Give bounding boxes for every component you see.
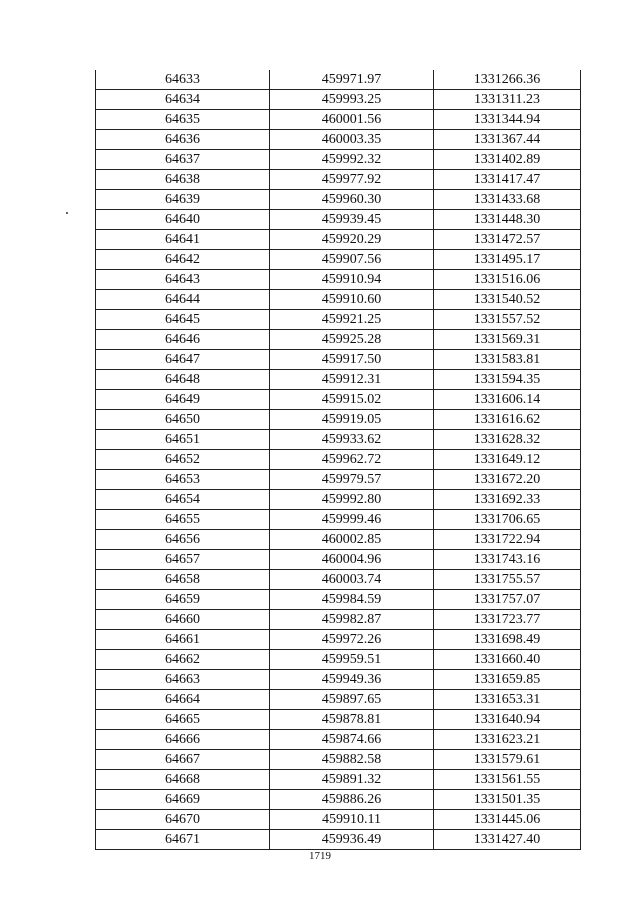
y-coordinate-cell: 1331367.44 — [434, 130, 581, 150]
x-coordinate-cell: 459962.72 — [270, 450, 434, 470]
table-row — [96, 710, 581, 730]
y-coordinate-cell: 1331606.14 — [434, 390, 581, 410]
point-id-cell: 64670 — [96, 810, 270, 830]
y-coordinate-cell: 1331445.06 — [434, 810, 581, 830]
table-row — [96, 130, 581, 150]
point-id-cell: 64667 — [96, 750, 270, 770]
table-row — [96, 770, 581, 790]
x-coordinate-cell: 459910.60 — [270, 290, 434, 310]
table-row — [96, 430, 581, 450]
table-row — [96, 170, 581, 190]
table-row — [96, 610, 581, 630]
x-coordinate-cell: 459912.31 — [270, 370, 434, 390]
x-coordinate-cell: 459992.80 — [270, 490, 434, 510]
point-id-cell: 64640 — [96, 210, 270, 230]
table-row — [96, 410, 581, 430]
table-row — [96, 330, 581, 350]
point-id-cell: 64649 — [96, 390, 270, 410]
table-row — [96, 550, 581, 570]
table-row — [96, 390, 581, 410]
point-id-cell: 64642 — [96, 250, 270, 270]
y-coordinate-cell: 1331495.17 — [434, 250, 581, 270]
y-coordinate-cell: 1331723.77 — [434, 610, 581, 630]
point-id-cell: 64658 — [96, 570, 270, 590]
table-row — [96, 270, 581, 290]
x-coordinate-cell: 460004.96 — [270, 550, 434, 570]
table-row — [96, 470, 581, 490]
table-row — [96, 830, 581, 850]
y-coordinate-cell: 1331433.68 — [434, 190, 581, 210]
x-coordinate-cell: 459882.58 — [270, 750, 434, 770]
point-id-cell: 64638 — [96, 170, 270, 190]
y-coordinate-cell: 1331649.12 — [434, 450, 581, 470]
point-id-cell: 64634 — [96, 90, 270, 110]
point-id-cell: 64671 — [96, 830, 270, 850]
point-id-cell: 64664 — [96, 690, 270, 710]
y-coordinate-cell: 1331427.40 — [434, 830, 581, 850]
x-coordinate-cell: 459972.26 — [270, 630, 434, 650]
point-id-cell: 64654 — [96, 490, 270, 510]
y-coordinate-cell: 1331659.85 — [434, 670, 581, 690]
x-coordinate-cell: 460002.85 — [270, 530, 434, 550]
table-row — [96, 590, 581, 610]
table-row — [96, 690, 581, 710]
y-coordinate-cell: 1331472.57 — [434, 230, 581, 250]
point-id-cell: 64650 — [96, 410, 270, 430]
y-coordinate-cell: 1331344.94 — [434, 110, 581, 130]
table-row — [96, 70, 581, 90]
point-id-cell: 64651 — [96, 430, 270, 450]
scan-speck — [66, 212, 68, 214]
table-row — [96, 250, 581, 270]
y-coordinate-cell: 1331757.07 — [434, 590, 581, 610]
x-coordinate-cell: 459919.05 — [270, 410, 434, 430]
table-row — [96, 650, 581, 670]
x-coordinate-cell: 459907.56 — [270, 250, 434, 270]
point-id-cell: 64657 — [96, 550, 270, 570]
x-coordinate-cell: 459949.36 — [270, 670, 434, 690]
x-coordinate-cell: 459993.25 — [270, 90, 434, 110]
table-row — [96, 150, 581, 170]
x-coordinate-cell: 460003.74 — [270, 570, 434, 590]
x-coordinate-cell: 459979.57 — [270, 470, 434, 490]
y-coordinate-cell: 1331583.81 — [434, 350, 581, 370]
point-id-cell: 64665 — [96, 710, 270, 730]
y-coordinate-cell: 1331557.52 — [434, 310, 581, 330]
x-coordinate-cell: 459992.32 — [270, 150, 434, 170]
x-coordinate-cell: 459925.28 — [270, 330, 434, 350]
y-coordinate-cell: 1331628.32 — [434, 430, 581, 450]
x-coordinate-cell: 459939.45 — [270, 210, 434, 230]
point-id-cell: 64660 — [96, 610, 270, 630]
point-id-cell: 64637 — [96, 150, 270, 170]
table-row — [96, 210, 581, 230]
point-id-cell: 64668 — [96, 770, 270, 790]
point-id-cell: 64656 — [96, 530, 270, 550]
point-id-cell: 64659 — [96, 590, 270, 610]
table-row — [96, 570, 581, 590]
y-coordinate-cell: 1331660.40 — [434, 650, 581, 670]
x-coordinate-cell: 459933.62 — [270, 430, 434, 450]
x-coordinate-cell: 459984.59 — [270, 590, 434, 610]
y-coordinate-cell: 1331706.65 — [434, 510, 581, 530]
y-coordinate-cell: 1331417.47 — [434, 170, 581, 190]
y-coordinate-cell: 1331448.30 — [434, 210, 581, 230]
x-coordinate-cell: 459878.81 — [270, 710, 434, 730]
x-coordinate-cell: 459921.25 — [270, 310, 434, 330]
coordinate-table-container — [95, 70, 579, 850]
point-id-cell: 64644 — [96, 290, 270, 310]
point-id-cell: 64639 — [96, 190, 270, 210]
point-id-cell: 64652 — [96, 450, 270, 470]
table-row — [96, 630, 581, 650]
table-row — [96, 530, 581, 550]
y-coordinate-cell: 1331755.57 — [434, 570, 581, 590]
y-coordinate-cell: 1331698.49 — [434, 630, 581, 650]
y-coordinate-cell: 1331616.62 — [434, 410, 581, 430]
point-id-cell: 64648 — [96, 370, 270, 390]
table-row — [96, 790, 581, 810]
table-row — [96, 810, 581, 830]
table-row — [96, 510, 581, 530]
y-coordinate-cell: 1331692.33 — [434, 490, 581, 510]
table-row — [96, 750, 581, 770]
table-row — [96, 370, 581, 390]
page-number: 1719 — [309, 850, 331, 862]
table-row — [96, 290, 581, 310]
x-coordinate-cell: 459977.92 — [270, 170, 434, 190]
point-id-cell: 64655 — [96, 510, 270, 530]
coordinate-table — [95, 70, 581, 850]
x-coordinate-cell: 459960.30 — [270, 190, 434, 210]
point-id-cell: 64641 — [96, 230, 270, 250]
x-coordinate-cell: 459936.49 — [270, 830, 434, 850]
y-coordinate-cell: 1331516.06 — [434, 270, 581, 290]
x-coordinate-cell: 459886.26 — [270, 790, 434, 810]
point-id-cell: 64669 — [96, 790, 270, 810]
table-row — [96, 310, 581, 330]
y-coordinate-cell: 1331623.21 — [434, 730, 581, 750]
point-id-cell: 64635 — [96, 110, 270, 130]
y-coordinate-cell: 1331501.35 — [434, 790, 581, 810]
x-coordinate-cell: 459971.97 — [270, 70, 434, 90]
x-coordinate-cell: 459915.02 — [270, 390, 434, 410]
y-coordinate-cell: 1331672.20 — [434, 470, 581, 490]
x-coordinate-cell: 459910.94 — [270, 270, 434, 290]
point-id-cell: 64663 — [96, 670, 270, 690]
point-id-cell: 64647 — [96, 350, 270, 370]
y-coordinate-cell: 1331402.89 — [434, 150, 581, 170]
y-coordinate-cell: 1331540.52 — [434, 290, 581, 310]
point-id-cell: 64646 — [96, 330, 270, 350]
table-row — [96, 230, 581, 250]
y-coordinate-cell: 1331722.94 — [434, 530, 581, 550]
y-coordinate-cell: 1331743.16 — [434, 550, 581, 570]
x-coordinate-cell: 460001.56 — [270, 110, 434, 130]
y-coordinate-cell: 1331579.61 — [434, 750, 581, 770]
x-coordinate-cell: 460003.35 — [270, 130, 434, 150]
y-coordinate-cell: 1331640.94 — [434, 710, 581, 730]
table-row — [96, 350, 581, 370]
y-coordinate-cell: 1331594.35 — [434, 370, 581, 390]
point-id-cell: 64653 — [96, 470, 270, 490]
table-row — [96, 90, 581, 110]
x-coordinate-cell: 459874.66 — [270, 730, 434, 750]
point-id-cell: 64633 — [96, 70, 270, 90]
table-row — [96, 110, 581, 130]
table-row — [96, 190, 581, 210]
point-id-cell: 64666 — [96, 730, 270, 750]
y-coordinate-cell: 1331653.31 — [434, 690, 581, 710]
table-row — [96, 730, 581, 750]
y-coordinate-cell: 1331311.23 — [434, 90, 581, 110]
x-coordinate-cell: 459920.29 — [270, 230, 434, 250]
x-coordinate-cell: 459999.46 — [270, 510, 434, 530]
x-coordinate-cell: 459910.11 — [270, 810, 434, 830]
x-coordinate-cell: 459897.65 — [270, 690, 434, 710]
point-id-cell: 64636 — [96, 130, 270, 150]
table-row — [96, 450, 581, 470]
point-id-cell: 64662 — [96, 650, 270, 670]
point-id-cell: 64645 — [96, 310, 270, 330]
coordinate-table-body — [96, 70, 581, 850]
y-coordinate-cell: 1331569.31 — [434, 330, 581, 350]
point-id-cell: 64643 — [96, 270, 270, 290]
y-coordinate-cell: 1331266.36 — [434, 70, 581, 90]
x-coordinate-cell: 459891.32 — [270, 770, 434, 790]
y-coordinate-cell: 1331561.55 — [434, 770, 581, 790]
table-row — [96, 670, 581, 690]
point-id-cell: 64661 — [96, 630, 270, 650]
table-row — [96, 490, 581, 510]
x-coordinate-cell: 459982.87 — [270, 610, 434, 630]
x-coordinate-cell: 459959.51 — [270, 650, 434, 670]
x-coordinate-cell: 459917.50 — [270, 350, 434, 370]
